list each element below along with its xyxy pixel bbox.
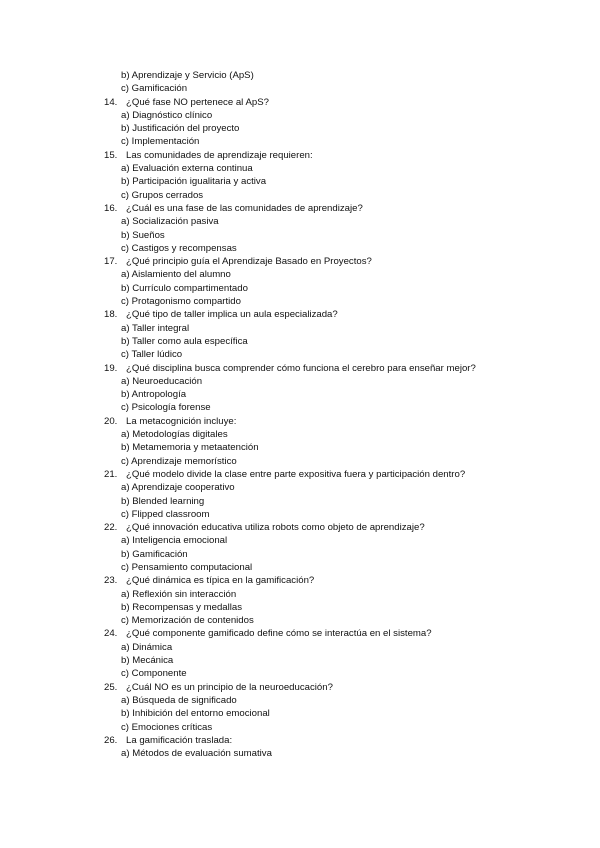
answer-option: a) Socialización pasiva	[121, 216, 219, 228]
answer-option: b) Currículo compartimentado	[121, 282, 248, 294]
question-17	[0, 255, 600, 268]
answer-option: b) Mecánica	[121, 655, 174, 667]
answer-option: a) Búsqueda de significado	[121, 694, 237, 706]
answer-option: a) Metodologías digitales	[121, 429, 228, 441]
question-text: ¿Qué tipo de taller implica un aula especializada?	[126, 309, 338, 321]
answer-option: a) Aislamiento del alumno	[121, 269, 231, 281]
answer-option: b) Aprendizaje y Servicio (ApS)	[121, 70, 254, 81]
question-list	[0, 69, 600, 760]
question-14	[0, 96, 600, 109]
answer-option: b) Inhibición del entorno emocional	[121, 708, 270, 720]
question-number: 25.	[104, 681, 118, 693]
answer-option: a) Métodos de evaluación sumativa	[121, 748, 272, 760]
question-15	[0, 149, 600, 162]
answer-option: c) Emociones críticas	[121, 721, 213, 733]
answer-option: c) Castigos y recompensas	[121, 242, 237, 254]
answer-option: c) Flipped classroom	[121, 508, 210, 520]
answer-option: b) Recompensas y medallas	[121, 601, 243, 613]
question-text: ¿Qué modelo divide la clase entre parte expositiva fuera y participación dentro?	[126, 468, 466, 480]
question-26	[0, 734, 600, 747]
question-16	[0, 202, 600, 215]
question-number: 26.	[104, 734, 118, 746]
answer-option: c) Gamificación	[121, 83, 188, 95]
answer-option: a) Reflexión sin interacción	[121, 588, 237, 600]
question-23	[0, 574, 600, 587]
question-number: 22.	[104, 522, 118, 534]
question-number: 18.	[104, 309, 118, 321]
question-number: 24.	[104, 628, 118, 640]
answer-option: a) Inteligencia emocional	[121, 535, 228, 547]
question-number: 21.	[104, 468, 118, 480]
answer-option: b) Sueños	[121, 229, 165, 241]
question-number: 15.	[104, 149, 118, 161]
question-24	[0, 627, 600, 640]
answer-option: b) Metamemoria y metaatención	[121, 442, 259, 454]
answer-option: c) Pensamiento computacional	[121, 561, 253, 573]
question-text: ¿Qué dinámica es típica en la gamificación?	[126, 575, 315, 587]
question-22	[0, 521, 600, 534]
question-text: ¿Qué innovación educativa utiliza robots como objeto de aprendizaje?	[126, 522, 425, 534]
answer-option: b) Justificación del proyecto	[121, 123, 240, 135]
question-text: ¿Qué componente gamificado define cómo se interactúa en el sistema?	[126, 628, 432, 640]
answer-option: c) Implementación	[121, 136, 200, 148]
answer-option: c) Psicología forense	[121, 402, 211, 414]
answer-option: a) Diagnóstico clínico	[121, 109, 213, 121]
answer-option: b) Taller como aula específica	[121, 335, 248, 347]
answer-option: b) Antropología	[121, 389, 187, 401]
question-text: ¿Cuál es una fase de las comunidades de aprendizaje?	[126, 202, 363, 214]
question-number: 14.	[104, 96, 118, 108]
answer-option: c) Aprendizaje memorístico	[121, 455, 237, 467]
answer-option: a) Neuroeducación	[121, 375, 203, 387]
question-18	[0, 308, 600, 321]
question-number: 20.	[104, 415, 118, 427]
question-text: Las comunidades de aprendizaje requieren:	[126, 149, 313, 161]
question-20	[0, 415, 600, 428]
question-number: 19.	[104, 362, 118, 374]
question-text: ¿Qué fase NO pertenece al ApS?	[126, 96, 269, 108]
question-19	[0, 362, 600, 375]
question-number: 17.	[104, 256, 118, 268]
answer-option: c) Memorización de contenidos	[121, 615, 254, 627]
answer-option: a) Dinámica	[121, 641, 173, 653]
question-text: La metacognición incluye:	[126, 415, 237, 427]
question-text: ¿Qué disciplina busca comprender cómo funciona el cerebro para enseñar mejor?	[126, 362, 476, 374]
answer-option: b) Participación igualitaria y activa	[121, 176, 267, 188]
answer-option: a) Evaluación externa continua	[121, 163, 253, 175]
answer-option: b) Blended learning	[121, 495, 205, 507]
answer-option: b) Gamificación	[121, 548, 188, 560]
answer-option: c) Componente	[121, 668, 187, 680]
question-21	[0, 468, 600, 481]
question-text: ¿Qué principio guía el Aprendizaje Basado en Proyectos?	[126, 256, 372, 268]
answer-option: a) Aprendizaje cooperativo	[121, 482, 235, 494]
question-text: La gamificación traslada:	[126, 734, 233, 746]
question-text: ¿Cuál NO es un principio de la neuroeducación?	[126, 681, 333, 693]
answer-option: c) Protagonismo compartido	[121, 296, 241, 308]
answer-option: a) Taller integral	[121, 322, 190, 334]
question-25	[0, 681, 600, 694]
question-number: 23.	[104, 575, 118, 587]
question-number: 16.	[104, 202, 118, 214]
answer-option: c) Taller lúdico	[121, 349, 183, 361]
answer-option: c) Grupos cerrados	[121, 189, 204, 201]
